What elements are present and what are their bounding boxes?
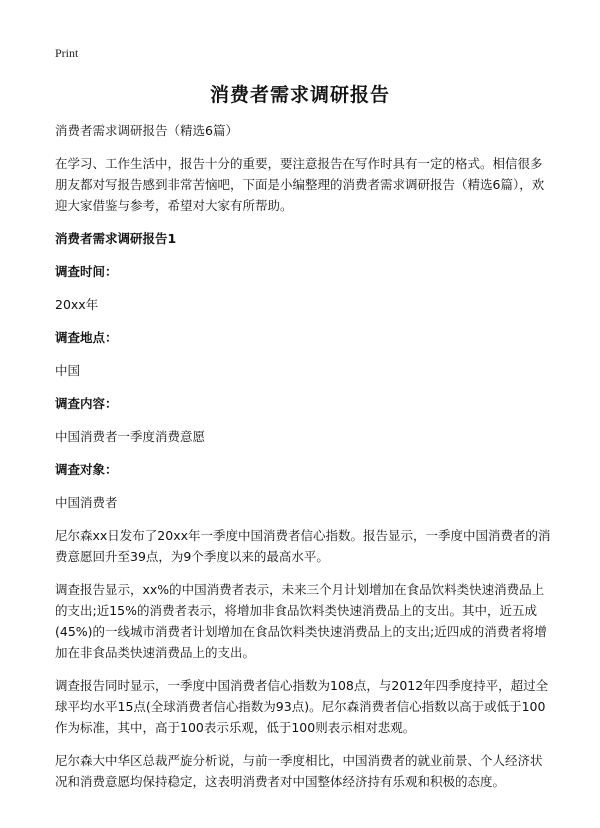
survey-place-label: 调查地点：	[55, 330, 118, 345]
survey-object-value: 中国消费者	[55, 495, 118, 510]
body-paragraph: 调查报告显示，xx%的中国消费者表示，未来三个月计划增加在食品饮料类快速消费品上的支出;近15%的消费者表示，将增加非食品饮料类快速消费品上的支出。其中，近五成(45%)的一线城市消费者计划增加在食品饮料类快速消费品上的支出;近四成的消费者将增加在非食品类快速消费品上的支出。	[55, 582, 547, 660]
survey-place-value: 中国	[55, 363, 81, 378]
section-heading: 消费者需求调研报告1	[55, 231, 177, 246]
survey-content-label: 调查内容：	[55, 396, 118, 411]
survey-time-label: 调查时间：	[55, 264, 118, 279]
survey-object-label: 调查对象：	[55, 462, 118, 477]
intro-paragraph: 在学习、工作生活中，报告十分的重要，要注意报告在写作时具有一定的格式。相信很多朋友都对写报告感到非常苦恼吧，下面是小编整理的消费者需求调研报告（精选6篇），欢迎大家借鉴与参考，希望对大家有所帮助。	[55, 156, 545, 213]
survey-time-value: 20xx年	[55, 297, 99, 312]
document-body	[55, 120, 552, 804]
page-title: 消费者需求调研报告	[209, 84, 390, 106]
document-subtitle: 消费者需求调研报告（精选6篇）	[55, 123, 238, 138]
body-paragraph: 调查报告同时显示，一季度中国消费者信心指数为108点，与2012年四季度持平，超过全球平均水平15点(全球消费者信心指数为93点)。尼尔森消费者信心指数以高于或低于100作为标准，其中，高于100表示乐观，低于100则表示相对悲观。	[55, 678, 549, 735]
body-paragraph: 尼尔森大中华区总裁严旋分析说，与前一季度相比，中国消费者的就业前景、个人经济状况和消费意愿均保持稳定，这表明消费者对中国整体经济持有乐观和积极的态度。	[55, 753, 543, 789]
body-paragraph: 尼尔森xx日发布了20xx年一季度中国消费者信心指数。报告显示，一季度中国消费者的消费意愿回升至39点，为9个季度以来的最高水平。	[55, 528, 551, 564]
survey-content-value: 中国消费者一季度消费意愿	[55, 429, 206, 444]
print-label[interactable]: Print	[55, 46, 79, 60]
